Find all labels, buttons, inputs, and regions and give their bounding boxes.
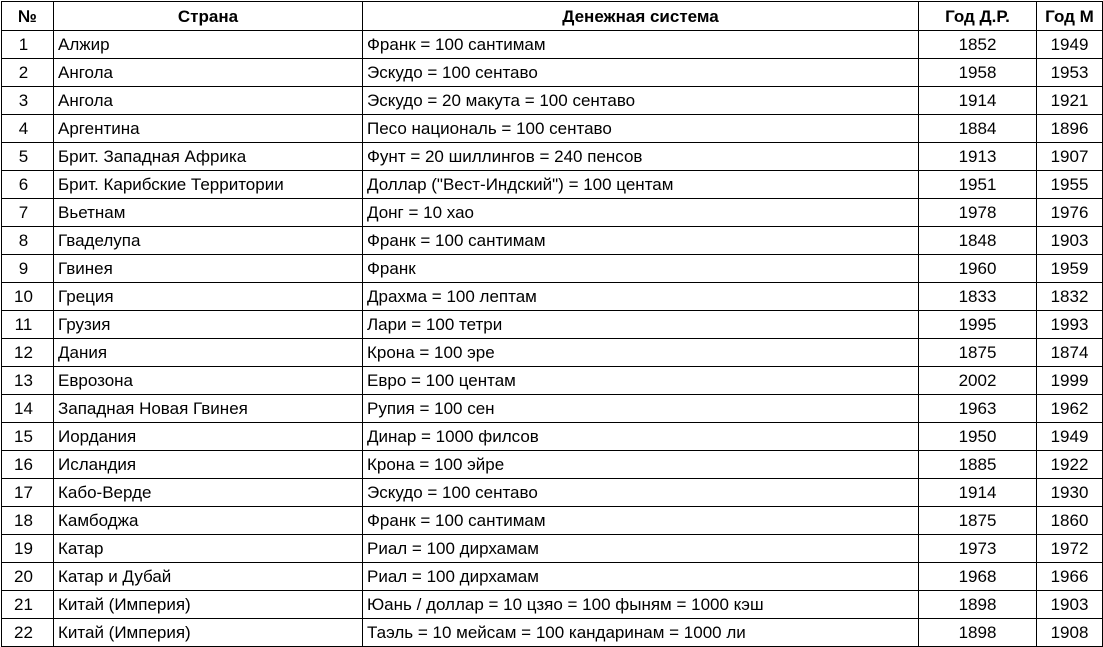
cell-country: Камбоджа: [54, 507, 363, 535]
header-money: Денежная система: [363, 2, 919, 31]
cell-country: Грузия: [54, 311, 363, 339]
cell-num: 21: [2, 591, 54, 619]
cell-num: 13: [2, 367, 54, 395]
cell-money: Риал = 100 дирхамам: [363, 563, 919, 591]
table-row: [2, 535, 1103, 563]
cell-year-dr: 1914: [919, 87, 1037, 115]
table-row: [2, 563, 1103, 591]
cell-num: 14: [2, 395, 54, 423]
table-row: [2, 255, 1103, 283]
cell-num: 16: [2, 451, 54, 479]
cell-country: Исландия: [54, 451, 363, 479]
cell-num: 11: [2, 311, 54, 339]
cell-money: Динар = 1000 филсов: [363, 423, 919, 451]
cell-year-dr: 1963: [919, 395, 1037, 423]
cell-year-m: 1959: [1037, 255, 1103, 283]
cell-money: Франк = 100 сантимам: [363, 31, 919, 59]
header-country: Страна: [54, 2, 363, 31]
cell-money: Франк = 100 сантимам: [363, 227, 919, 255]
cell-country: Катар и Дубай: [54, 563, 363, 591]
cell-year-m: 1976: [1037, 199, 1103, 227]
cell-num: 7: [2, 199, 54, 227]
cell-year-m: 1874: [1037, 339, 1103, 367]
cell-country: Ангола: [54, 87, 363, 115]
table-row: [2, 143, 1103, 171]
cell-money: Доллар ("Вест-Индский") = 100 центам: [363, 171, 919, 199]
cell-num: 20: [2, 563, 54, 591]
cell-num: 10: [2, 283, 54, 311]
cell-year-dr: 1978: [919, 199, 1037, 227]
cell-money: Евро = 100 центам: [363, 367, 919, 395]
cell-num: 2: [2, 59, 54, 87]
cell-country: Греция: [54, 283, 363, 311]
cell-country: Китай (Империя): [54, 591, 363, 619]
table-row: [2, 507, 1103, 535]
cell-country: Иордания: [54, 423, 363, 451]
cell-country: Гвинея: [54, 255, 363, 283]
table-body: [2, 31, 1103, 647]
cell-money: Юань / доллар = 10 цзяо = 100 фыням = 1000 кэш: [363, 591, 919, 619]
cell-year-m: 1908: [1037, 619, 1103, 647]
table-row: [2, 311, 1103, 339]
cell-num: 8: [2, 227, 54, 255]
table-row: [2, 171, 1103, 199]
cell-money: Песо националь = 100 сентаво: [363, 115, 919, 143]
cell-year-m: 1903: [1037, 227, 1103, 255]
cell-year-dr: 2002: [919, 367, 1037, 395]
table-row: [2, 31, 1103, 59]
cell-year-m: 1949: [1037, 31, 1103, 59]
cell-num: 5: [2, 143, 54, 171]
cell-year-m: 1953: [1037, 59, 1103, 87]
cell-year-dr: 1852: [919, 31, 1037, 59]
cell-year-dr: 1973: [919, 535, 1037, 563]
cell-country: Ангола: [54, 59, 363, 87]
cell-money: Эскудо = 100 сентаво: [363, 479, 919, 507]
table-row: [2, 227, 1103, 255]
cell-year-m: 1962: [1037, 395, 1103, 423]
cell-country: Алжир: [54, 31, 363, 59]
cell-country: Еврозона: [54, 367, 363, 395]
table-row: [2, 339, 1103, 367]
cell-money: Франк: [363, 255, 919, 283]
cell-year-dr: 1898: [919, 619, 1037, 647]
cell-year-m: 1860: [1037, 507, 1103, 535]
cell-year-m: 1949: [1037, 423, 1103, 451]
cell-year-dr: 1875: [919, 507, 1037, 535]
currency-table: [1, 1, 1103, 647]
cell-country: Катар: [54, 535, 363, 563]
cell-money: Крона = 100 эре: [363, 339, 919, 367]
cell-year-dr: 1995: [919, 311, 1037, 339]
cell-year-dr: 1848: [919, 227, 1037, 255]
cell-country: Кабо-Верде: [54, 479, 363, 507]
table-row: [2, 619, 1103, 647]
cell-year-dr: 1884: [919, 115, 1037, 143]
table-row: [2, 59, 1103, 87]
cell-money: Эскудо = 20 макута = 100 сентаво: [363, 87, 919, 115]
header-row: [2, 2, 1103, 31]
cell-year-m: 1922: [1037, 451, 1103, 479]
table-row: [2, 479, 1103, 507]
cell-money: Таэль = 10 мейсам = 100 кандаринам = 1000 ли: [363, 619, 919, 647]
table-row: [2, 423, 1103, 451]
cell-money: Фунт = 20 шиллингов = 240 пенсов: [363, 143, 919, 171]
cell-num: 15: [2, 423, 54, 451]
cell-country: Аргентина: [54, 115, 363, 143]
cell-year-dr: 1833: [919, 283, 1037, 311]
cell-year-dr: 1950: [919, 423, 1037, 451]
cell-year-dr: 1875: [919, 339, 1037, 367]
header-year-m: Год М: [1037, 2, 1103, 31]
cell-year-m: 1921: [1037, 87, 1103, 115]
cell-year-m: 1896: [1037, 115, 1103, 143]
cell-year-dr: 1968: [919, 563, 1037, 591]
cell-country: Дания: [54, 339, 363, 367]
cell-country: Гваделупа: [54, 227, 363, 255]
cell-country: Брит. Карибские Территории: [54, 171, 363, 199]
cell-year-dr: 1914: [919, 479, 1037, 507]
table-row: [2, 199, 1103, 227]
cell-num: 22: [2, 619, 54, 647]
header-num: №: [2, 2, 54, 31]
cell-num: 1: [2, 31, 54, 59]
cell-money: Крона = 100 эйре: [363, 451, 919, 479]
cell-money: Рупия = 100 сен: [363, 395, 919, 423]
cell-money: Лари = 100 тетри: [363, 311, 919, 339]
cell-country: Вьетнам: [54, 199, 363, 227]
table-row: [2, 87, 1103, 115]
cell-year-dr: 1898: [919, 591, 1037, 619]
cell-num: 17: [2, 479, 54, 507]
cell-money: Риал = 100 дирхамам: [363, 535, 919, 563]
cell-money: Донг = 10 хао: [363, 199, 919, 227]
table-row: [2, 451, 1103, 479]
cell-money: Драхма = 100 лептам: [363, 283, 919, 311]
cell-year-m: 1907: [1037, 143, 1103, 171]
cell-year-dr: 1958: [919, 59, 1037, 87]
cell-year-m: 1966: [1037, 563, 1103, 591]
cell-num: 19: [2, 535, 54, 563]
cell-year-m: 1832: [1037, 283, 1103, 311]
cell-year-dr: 1913: [919, 143, 1037, 171]
cell-num: 12: [2, 339, 54, 367]
cell-year-m: 1930: [1037, 479, 1103, 507]
table-row: [2, 591, 1103, 619]
cell-num: 6: [2, 171, 54, 199]
cell-year-m: 1972: [1037, 535, 1103, 563]
cell-year-m: 1999: [1037, 367, 1103, 395]
table-row: [2, 115, 1103, 143]
cell-num: 18: [2, 507, 54, 535]
cell-year-m: 1955: [1037, 171, 1103, 199]
cell-num: 9: [2, 255, 54, 283]
cell-money: Франк = 100 сантимам: [363, 507, 919, 535]
cell-country: Китай (Империя): [54, 619, 363, 647]
header-year-dr: Год Д.Р.: [919, 2, 1037, 31]
cell-country: Западная Новая Гвинея: [54, 395, 363, 423]
cell-country: Брит. Западная Африка: [54, 143, 363, 171]
table-row: [2, 283, 1103, 311]
cell-year-m: 1903: [1037, 591, 1103, 619]
cell-year-dr: 1885: [919, 451, 1037, 479]
cell-year-dr: 1951: [919, 171, 1037, 199]
table-row: [2, 367, 1103, 395]
cell-num: 3: [2, 87, 54, 115]
cell-money: Эскудо = 100 сентаво: [363, 59, 919, 87]
table-row: [2, 395, 1103, 423]
cell-num: 4: [2, 115, 54, 143]
cell-year-dr: 1960: [919, 255, 1037, 283]
cell-year-m: 1993: [1037, 311, 1103, 339]
